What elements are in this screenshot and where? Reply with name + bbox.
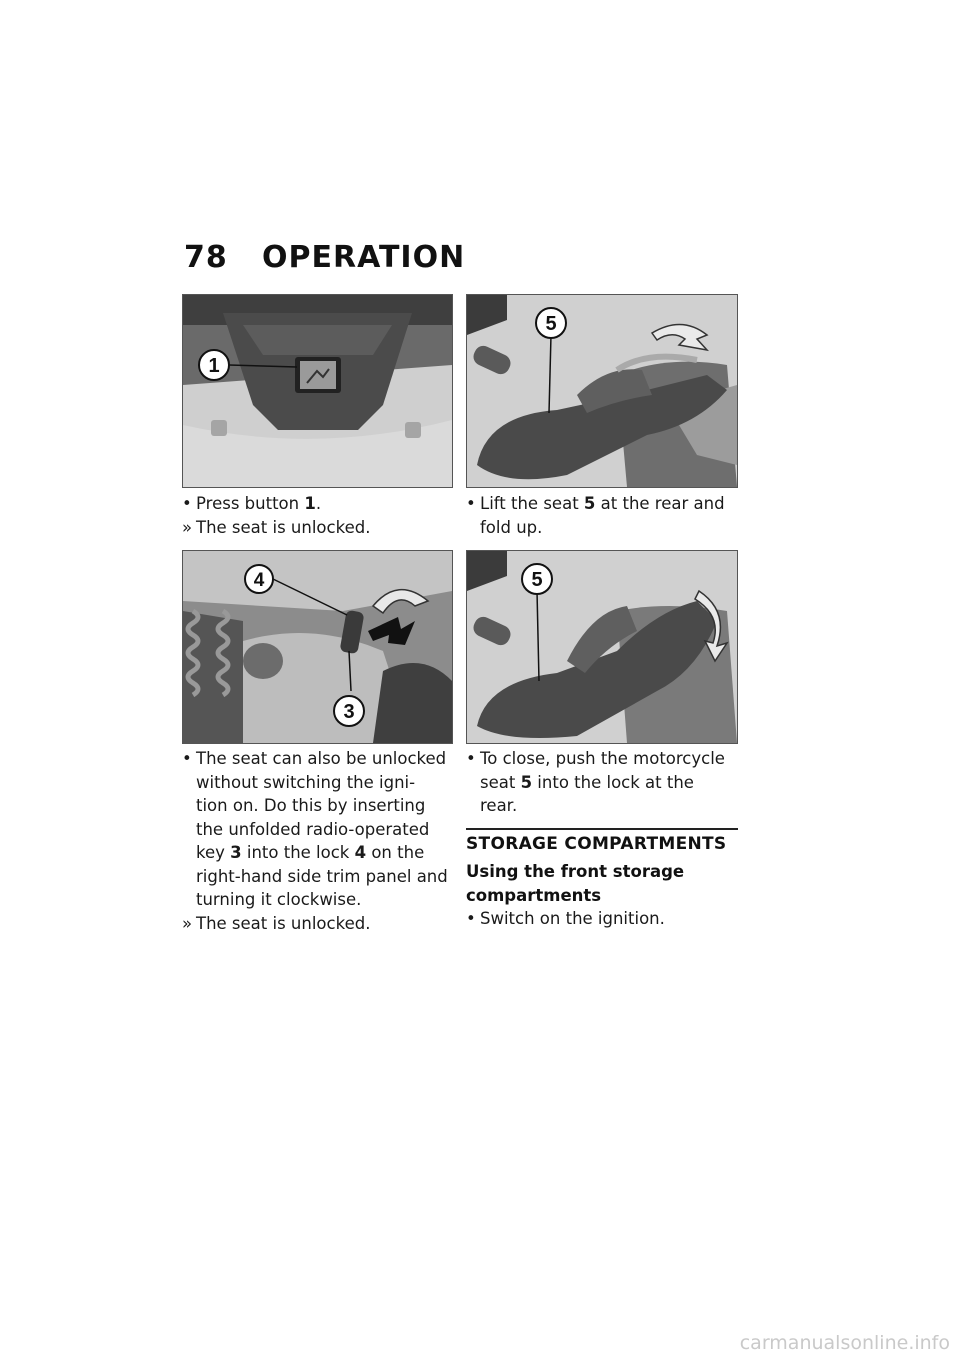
step-close-seat: • To close, push the motorcycle seat 5 into the lock at the rear. [466,749,725,815]
key-lock-illustration [183,551,452,743]
ref-4: 4 [354,843,367,862]
watermark: carmanualsonline.info [739,1332,950,1354]
figure-seat-button [182,294,453,488]
step-ignition: • Switch on the ignition. [466,907,738,931]
step-key-unlock: • The seat can also be unlocked without switching the igni- tion on. Do this by inserting the unfolded radio-operated key 3 into the lock 4 on the right-hand side trim panel and turning it clockwise. [182,749,448,909]
page-number: 78 [184,240,228,275]
bullet-icon: • [466,909,476,928]
callout-5: 5 [545,313,557,335]
figure-seat-lift [466,294,738,488]
bullet-icon: • [182,494,192,513]
callout-3: 3 [343,701,355,723]
seat-close-illustration [467,551,737,743]
result-icon: » [182,517,193,537]
col2-block1 [466,492,738,539]
step-lift-seat: • Lift the seat 5 at the rear and fold up. [466,494,725,537]
section-title: STORAGE COMPARTMENTS [466,828,738,854]
seat-lift-illustration [467,295,737,487]
figure-seat-close [466,550,738,744]
figure-key-lock [182,550,453,744]
bullet-icon: • [182,749,192,768]
col1-block2 [182,747,454,935]
result-icon: » [182,913,193,933]
callout-1: 1 [208,355,220,377]
ref-1: 1 [304,494,316,513]
ref-3: 3 [230,843,242,862]
callout-5-close: 5 [531,569,543,591]
step-press-button: • Press button 1. [182,492,452,516]
col2-block2 [466,747,738,818]
bullet-icon: • [466,749,476,768]
result-unlocked-2: » The seat is unlocked. [182,912,454,936]
result-unlocked-1: » The seat is unlocked. [182,516,452,540]
bullet-icon: • [466,494,476,513]
subheading: Using the front storage compartments [466,862,685,905]
col2-block3 [466,907,738,931]
ref-5: 5 [583,494,596,513]
seat-button-illustration [183,295,452,487]
callout-4: 4 [253,570,265,591]
col1-block1 [182,492,452,539]
page-title: OPERATION [262,240,466,275]
ref-5-close: 5 [520,772,533,792]
page-header [184,240,465,275]
